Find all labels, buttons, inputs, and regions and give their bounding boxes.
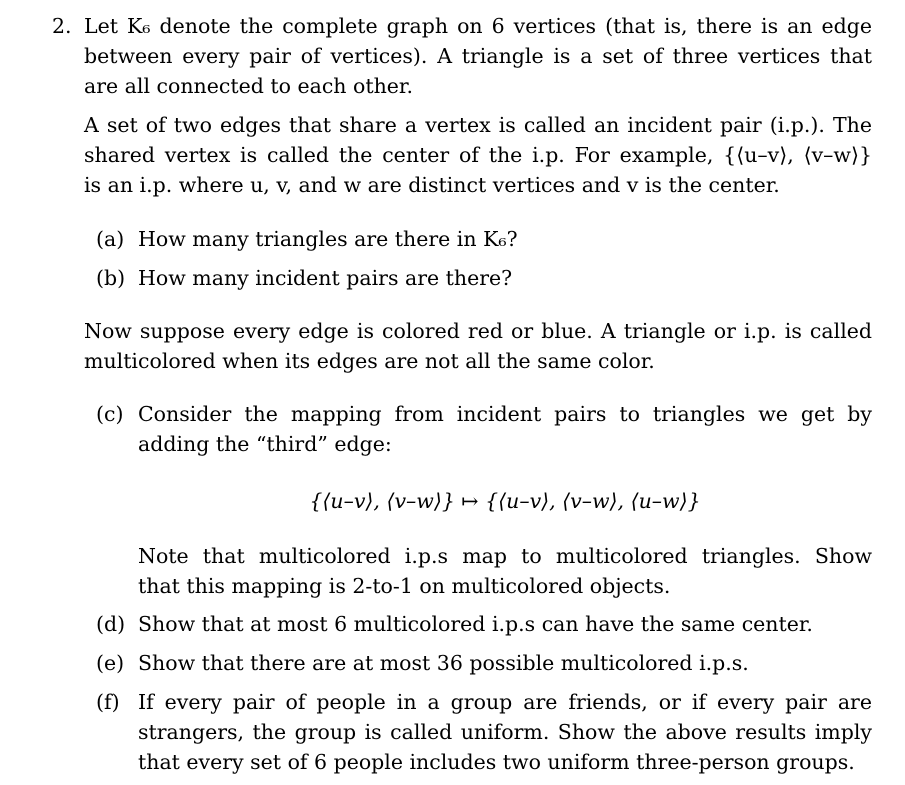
part-c-note-line-1: Note that multicolored i.p.s map to multicolored triangles. Show	[138, 544, 872, 568]
ip-definition-line-1: A set of two edges that share a vertex is called an incident pair (i.p.). The	[84, 113, 872, 137]
part-c-text-line-2: adding the “third” edge:	[138, 432, 392, 456]
problem-number: 2.	[52, 14, 72, 38]
part-b-label: (b)	[96, 266, 126, 290]
ip-definition-line-2: shared vertex is called the center of the i.p. For example, {⟨u–v⟩, ⟨v–w⟩}	[84, 143, 872, 167]
part-f-text-line-2: strangers, the group is called uniform. Show the above results imply	[138, 720, 872, 744]
coloring-line-1: Now suppose every edge is colored red or blue. A triangle or i.p. is called	[84, 319, 872, 343]
part-f-text-line-1: If every pair of people in a group are friends, or if every pair are	[138, 690, 872, 714]
part-b-text: How many incident pairs are there?	[138, 266, 513, 290]
mapping-formula: {⟨u–v⟩, ⟨v–w⟩} ↦ {⟨u–v⟩, ⟨v–w⟩, ⟨u–w⟩}	[309, 489, 701, 513]
part-c-note-line-2: that this mapping is 2-to-1 on multicolored objects.	[138, 574, 671, 598]
part-f-text-line-3: that every set of 6 people includes two uniform three-person groups.	[138, 750, 855, 774]
part-a-label: (a)	[96, 227, 125, 251]
part-d-text: Show that at most 6 multicolored i.p.s can have the same center.	[138, 612, 813, 636]
intro-line-2: between every pair of vertices). A triangle is a set of three vertices that	[84, 44, 872, 68]
coloring-line-2: multicolored when its edges are not all the same color.	[84, 349, 655, 373]
intro-line-1: Let K₆ denote the complete graph on 6 vertices (that is, there is an edge	[84, 14, 872, 38]
part-e-label: (e)	[96, 651, 125, 675]
part-a-text: How many triangles are there in K₆?	[138, 227, 518, 251]
part-c-label: (c)	[96, 402, 124, 426]
part-e-text: Show that there are at most 36 possible multicolored i.p.s.	[138, 651, 749, 675]
intro-line-3: are all connected to each other.	[84, 74, 414, 98]
part-f-label: (f)	[96, 690, 120, 714]
part-d-label: (d)	[96, 612, 126, 636]
ip-definition-line-3: is an i.p. where u, v, and w are distinct vertices and v is the center.	[84, 173, 780, 197]
part-c-text-line-1: Consider the mapping from incident pairs to triangles we get by	[138, 402, 872, 426]
